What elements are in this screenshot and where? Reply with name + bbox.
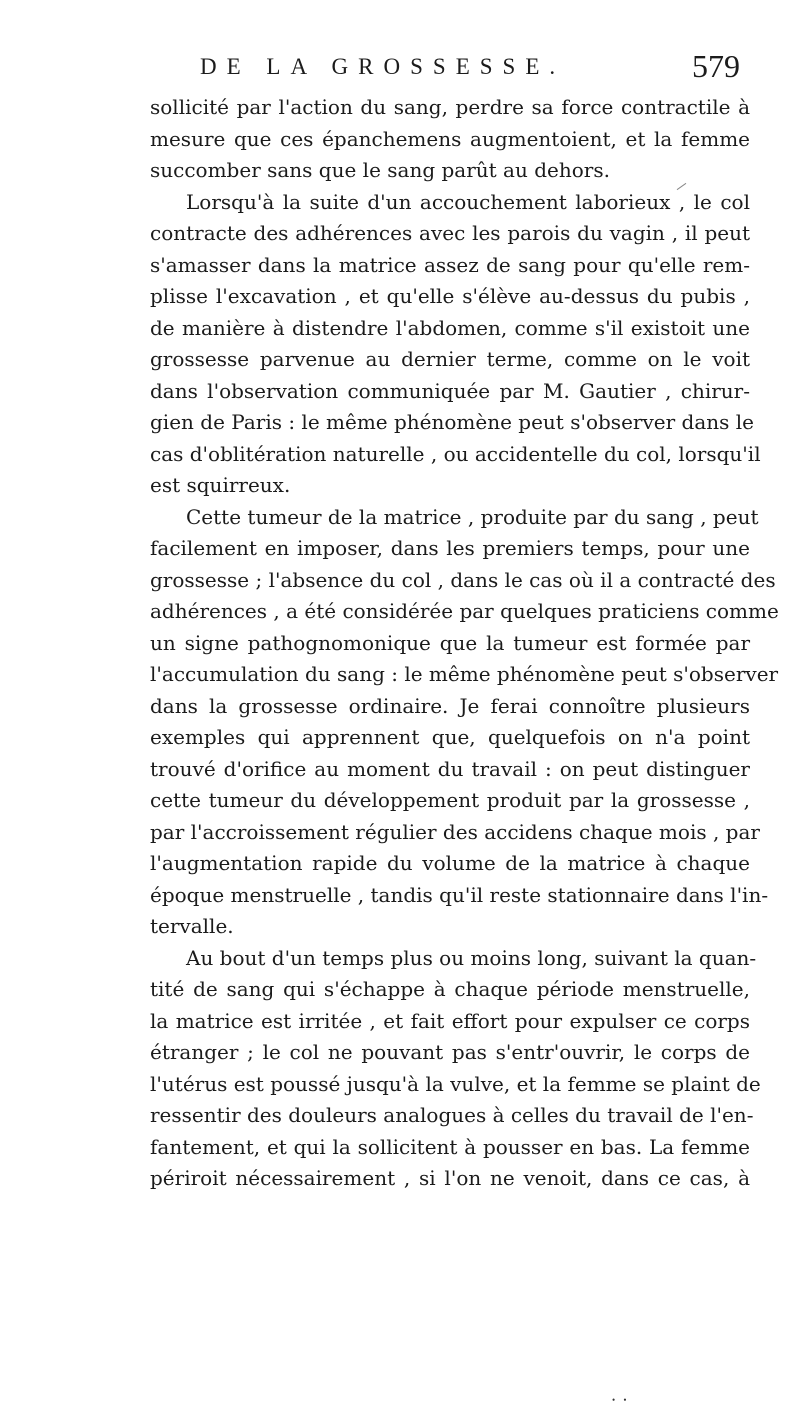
paragraph-start-line: Cette tumeur de la matrice , produite par du sang , peut [186,504,759,529]
page-number: 579 [692,48,740,84]
text-line: s'amasser dans la matrice assez de sang pour qu'elle rem- [150,252,750,277]
text-line: fantement, et qui la sollicitent à pousser en bas. La femme [150,1134,750,1159]
text-line: tité de sang qui s'échappe à chaque période menstruelle, [150,977,750,1001]
paragraph-start-line: Lorsqu'à la suite d'un accouchement laborieux , le col [186,189,750,214]
text-line: gien de Paris : le même phénomène peut s'observer dans le [150,410,754,434]
text-line: facilement en imposer, dans les premiers temps, pour une [150,536,750,560]
text-line: la matrice est irritée , et fait effort pour expulser ce corps [150,1008,750,1033]
text-line: de manière à distendre l'abdomen, comme s'il existoit une [150,315,750,340]
body-text [150,92,779,1195]
running-head [200,46,740,86]
text-line: époque menstruelle , tandis qu'il reste stationnaire dans l'in- [150,882,769,907]
signature-mark: • • [612,1395,630,1405]
text-line: périroit nécessairement , si l'on ne venoit, dans ce cas, à [150,1166,750,1190]
text-line: cette tumeur du développement produit par la grossesse , [150,788,750,812]
text-line: par l'accroissement régulier des accidens chaque mois , par [150,819,760,844]
text-line: l'accumulation du sang : le même phénomène peut s'observer [150,662,779,686]
text-line: dans la grossesse ordinaire. Je ferai connoître plusieurs [150,693,750,718]
text-line: exemples qui apprennent que, quelquefois on n'a point [150,725,750,749]
text-line: étranger ; le col ne pouvant pas s'entr'ouvrir, le corps de [150,1040,750,1064]
text-line: l'augmentation rapide du volume de la matrice à chaque [150,851,750,875]
text-line: trouvé d'orifice au moment du travail : on peut distinguer [150,756,750,781]
text-line: un signe pathognomonique que la tumeur est formée par [150,630,750,655]
text-line: l'utérus est poussé jusqu'à la vulve, et la femme se plaint de [150,1071,761,1096]
text-line: succomber sans que le sang parût au dehors. [150,158,610,182]
text-line: adhérences , a été considérée par quelques praticiens comme [150,599,779,623]
text-line: dans l'observation communiquée par M. Gautier , chirur- [150,378,750,403]
text-line: contracte des adhérences avec les parois du vagin , il peut [150,221,750,245]
text-line: sollicité par l'action du sang, perdre sa force contractile à [150,95,750,119]
text-line: mesure que ces épanchemens augmentoient, et la femme [150,126,750,151]
text-line: ressentir des douleurs analogues à celles du travail de l'en- [150,1103,754,1127]
text-line: cas d'oblitération naturelle , ou accidentelle du col, lorsqu'il [150,441,761,466]
text-line: plisse l'excavation , et qu'elle s'élève au-dessus du pubis , [150,284,750,308]
paragraph-start-line: Au bout d'un temps plus ou moins long, suivant la quan- [186,945,757,970]
text-line: est squirreux. [150,473,291,497]
text-line: grossesse ; l'absence du col , dans le cas où il a contracté des [150,567,776,592]
text-line: grossesse parvenue au dernier terme, comme on le voit [150,347,750,371]
running-title: DE LA GROSSESSE. [200,54,566,79]
text-line: tervalle. [150,914,234,938]
